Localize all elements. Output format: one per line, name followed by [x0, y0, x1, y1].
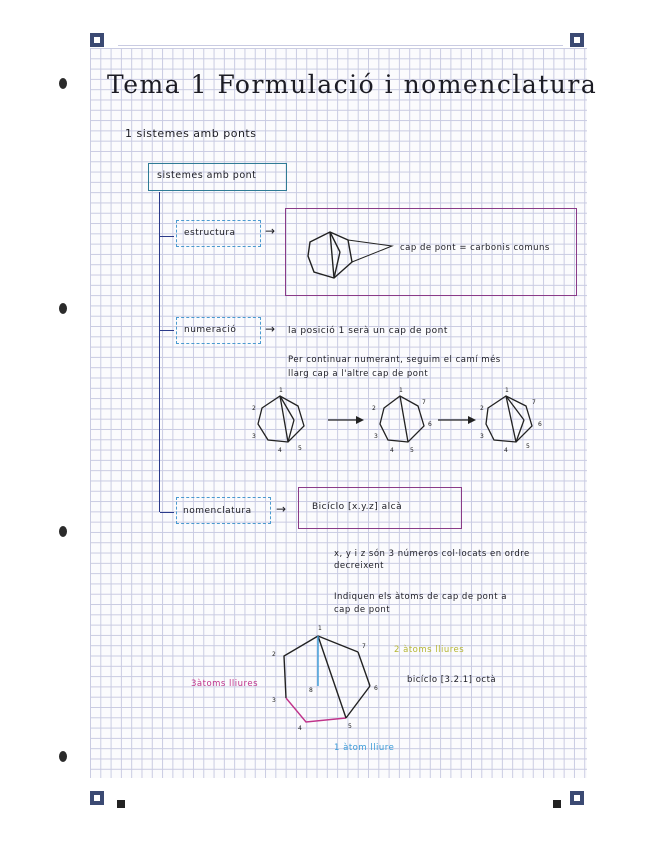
corner-marker: [90, 791, 104, 805]
numbering-sequence-drawing: [248, 386, 558, 456]
estructura-note: cap de pont = carbonis comuns: [400, 243, 550, 253]
svg-text:7: 7: [532, 399, 536, 406]
svg-text:8: 8: [309, 687, 313, 694]
svg-text:5: 5: [298, 445, 302, 452]
example-name: bicíclo [3.2.1] octà: [407, 675, 497, 685]
estructura-label: estructura: [184, 228, 236, 238]
binder-hole: [59, 526, 67, 537]
svg-text:1: 1: [505, 387, 509, 394]
label-one-free-atom: 1 àtom lliure: [334, 743, 395, 753]
numeracio-rule-1: la posició 1 serà un cap de pont: [288, 326, 448, 336]
nomenclatura-label: nomenclatura: [183, 506, 252, 516]
section-heading: 1 sistemes amb ponts: [125, 127, 257, 140]
svg-text:4: 4: [390, 447, 394, 454]
corner-marker: [90, 33, 104, 47]
svg-text:5: 5: [410, 447, 414, 454]
svg-text:2: 2: [252, 405, 256, 412]
tree-trunk-line: [159, 192, 160, 512]
svg-text:4: 4: [504, 447, 508, 454]
corner-square: [553, 800, 561, 808]
branch-connector: [160, 330, 174, 331]
xyz-note-line2: decreixent: [334, 561, 384, 571]
numeracio-rule-2: Per continuar numerant, seguim el camí més: [288, 355, 501, 365]
svg-text:6: 6: [374, 685, 378, 692]
svg-text:1: 1: [318, 625, 322, 632]
svg-text:3: 3: [480, 433, 484, 440]
svg-text:4: 4: [298, 725, 302, 732]
corner-square: [117, 800, 125, 808]
page-top-line: [118, 45, 563, 46]
corner-marker: [570, 791, 584, 805]
svg-text:5: 5: [348, 723, 352, 730]
svg-text:3: 3: [252, 433, 256, 440]
xyz-note-line1: x, y i z són 3 números col·locats en ordre: [334, 549, 530, 559]
bicyclic-structure-drawing: [300, 222, 440, 286]
svg-text:2: 2: [480, 405, 484, 412]
svg-text:2: 2: [272, 651, 276, 658]
svg-text:6: 6: [538, 421, 542, 428]
atoms-note-line2: cap de pont: [334, 605, 391, 615]
binder-hole: [59, 303, 67, 314]
arrow-icon: →: [265, 322, 276, 336]
branch-connector: [160, 236, 174, 237]
binder-hole: [59, 78, 67, 89]
nomenclatura-formula: Bicíclo [x.y.z] alcà: [312, 502, 403, 512]
svg-text:7: 7: [362, 643, 366, 650]
svg-text:5: 5: [526, 443, 530, 450]
main-topic-label: sistemes amb pont: [157, 170, 257, 181]
arrow-icon: →: [276, 502, 287, 516]
binder-hole: [59, 751, 67, 762]
numeracio-rule-3: llarg cap a l'altre cap de pont: [288, 369, 429, 379]
svg-text:3: 3: [272, 697, 276, 704]
branch-connector: [160, 512, 174, 513]
label-two-free-atoms: 2 àtoms lliures: [394, 645, 465, 655]
corner-marker: [570, 33, 584, 47]
arrow-icon: →: [265, 224, 276, 238]
svg-text:4: 4: [278, 447, 282, 454]
svg-text:1: 1: [279, 387, 283, 394]
bicyclooctane-example-drawing: [266, 624, 386, 734]
label-three-free-atoms: 3àtoms lliures: [191, 679, 258, 689]
page-title: Tema 1 Formulació i nomenclatura: [107, 70, 598, 99]
svg-text:7: 7: [422, 399, 426, 406]
svg-text:2: 2: [372, 405, 376, 412]
svg-text:1: 1: [399, 387, 403, 394]
svg-text:6: 6: [428, 421, 432, 428]
svg-text:3: 3: [374, 433, 378, 440]
atoms-note-line1: Indiquen els àtoms de cap de pont a: [334, 592, 507, 602]
numeracio-label: numeració: [184, 325, 237, 335]
